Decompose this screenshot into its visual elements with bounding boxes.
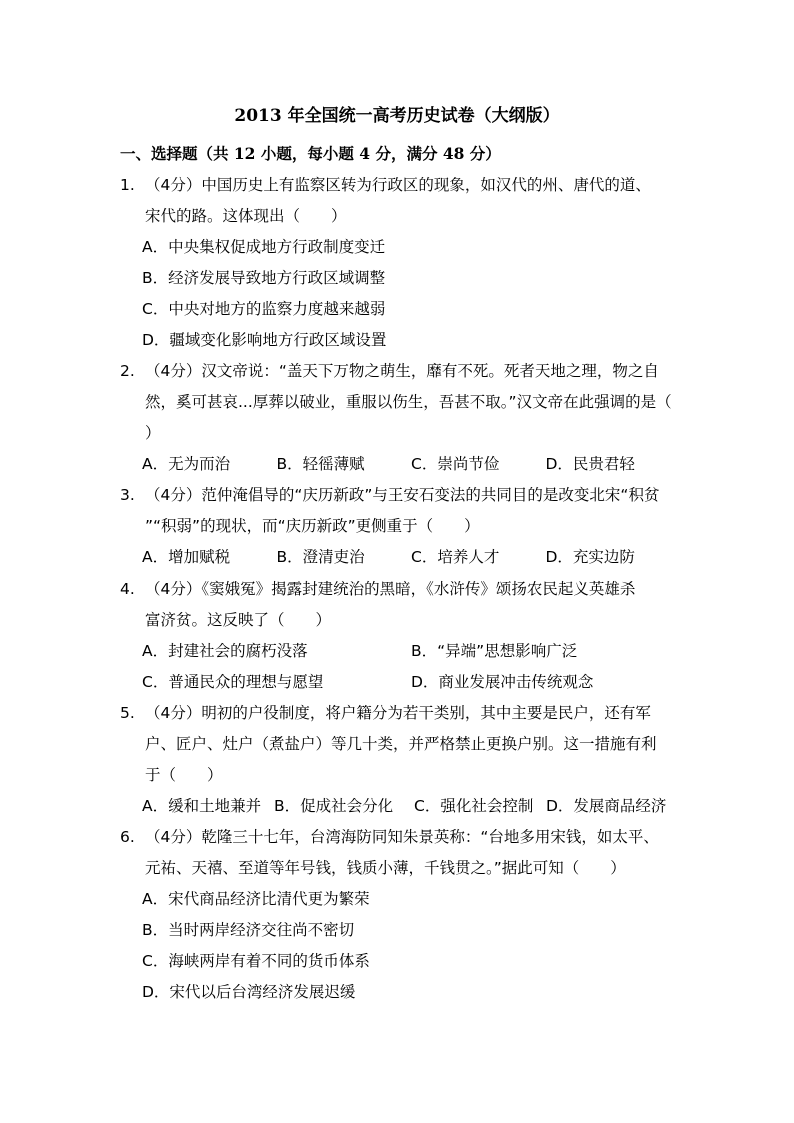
option-a[interactable]: A．增加赋税 (142, 548, 231, 566)
options-list (120, 542, 680, 573)
question-number: 5. (120, 704, 135, 722)
option-d[interactable]: D．民贵君轻 (545, 455, 635, 473)
option-b[interactable]: B．澄清吏治 (276, 548, 365, 566)
option-c[interactable]: C．海峡两岸有着不同的货币体系 (142, 952, 370, 970)
options-list (120, 636, 680, 698)
option-a[interactable]: A．缓和土地兼并 (142, 797, 262, 815)
option-c[interactable]: C．崇尚节俭 (411, 455, 500, 473)
option-b[interactable]: B．促成社会分化 (274, 797, 394, 815)
question-6 (120, 822, 680, 1008)
option-d[interactable]: D．商业发展冲击传统观念 (411, 673, 594, 691)
question-number: 4. (120, 580, 135, 598)
option-c[interactable]: C．中央对地方的监察力度越来越弱 (142, 300, 386, 318)
options-list (120, 232, 680, 356)
option-b[interactable]: B．当时两岸经济交往尚不密切 (142, 921, 355, 939)
option-b[interactable]: B．经济发展导致地方行政区域调整 (142, 269, 386, 287)
option-d[interactable]: D．发展商品经济 (546, 797, 667, 815)
question-3 (120, 480, 680, 573)
question-number: 3. (120, 486, 135, 504)
question-5 (120, 698, 680, 822)
option-a[interactable]: A．封建社会的腐朽没落 (142, 642, 308, 660)
question-stem: 5. （4分）明初的户役制度，将户籍分为若干类别，其中主要是民户，还有军 户、匠户、灶户（煮盐户）等几十类，并严格禁止更换户别。这一措施有利 于（ ） (120, 698, 680, 791)
option-b[interactable]: B．轻徭薄赋 (276, 455, 365, 473)
options-list (120, 791, 680, 822)
question-stem: 2. （4分）汉文帝说：“盖天下万物之萌生，靡有不死。死者天地之理，物之自 然，奚可甚哀...厚葬以破业，重服以伤生，吾甚不取。”汉文帝在此强调的是（ ） (120, 356, 680, 449)
question-number: 1. (120, 176, 135, 194)
question-stem: 1. （4分）中国历史上有监察区转为行政区的现象，如汉代的州、唐代的道、 宋代的路。这体现出（ ） (120, 170, 680, 232)
option-a[interactable]: A．宋代商品经济比清代更为繁荣 (142, 890, 370, 908)
question-stem: 4. （4分）《窦娥冤》揭露封建统治的黑暗，《水浒传》颂扬农民起义英雄杀 富济贫。这反映了（ ） (120, 574, 680, 636)
option-c[interactable]: C．培养人才 (411, 548, 500, 566)
option-d[interactable]: D．疆域变化影响地方行政区域设置 (142, 331, 387, 349)
question-4 (120, 574, 680, 698)
options-list (120, 884, 680, 1008)
question-1 (120, 170, 680, 356)
option-a[interactable]: A．中央集权促成地方行政制度变迁 (142, 238, 386, 256)
option-c[interactable]: C．普通民众的理想与愿望 (142, 673, 324, 691)
question-number: 6. (120, 828, 135, 846)
question-stem: 6. （4分）乾隆三十七年，台湾海防同知朱景英称：“台地多用宋钱，如太平、 元祐、天禧、至道等年号钱，钱质小薄，千钱贯之。”据此可知（ ） (120, 822, 680, 884)
question-2 (120, 356, 680, 480)
option-a[interactable]: A．无为而治 (142, 455, 231, 473)
page-title: 2013 年全国统一高考历史试卷（大纲版） (234, 106, 560, 126)
option-b[interactable]: B．“异端”思想影响广泛 (411, 642, 578, 660)
option-d[interactable]: D．充实边防 (545, 548, 635, 566)
question-number: 2. (120, 362, 135, 380)
question-stem: 3. （4分）范仲淹倡导的“庆历新政”与王安石变法的共同目的是改变北宋“积贫 ”“积弱”的现状，而“庆历新政”更侧重于（ ） (120, 480, 680, 542)
options-list (120, 449, 680, 480)
option-c[interactable]: C．强化社会控制 (414, 797, 534, 815)
section-heading: 一、选择题（共 12 小题，每小题 4 分，满分 48 分） (120, 144, 501, 163)
option-d[interactable]: D．宋代以后台湾经济发展迟缓 (142, 983, 356, 1001)
